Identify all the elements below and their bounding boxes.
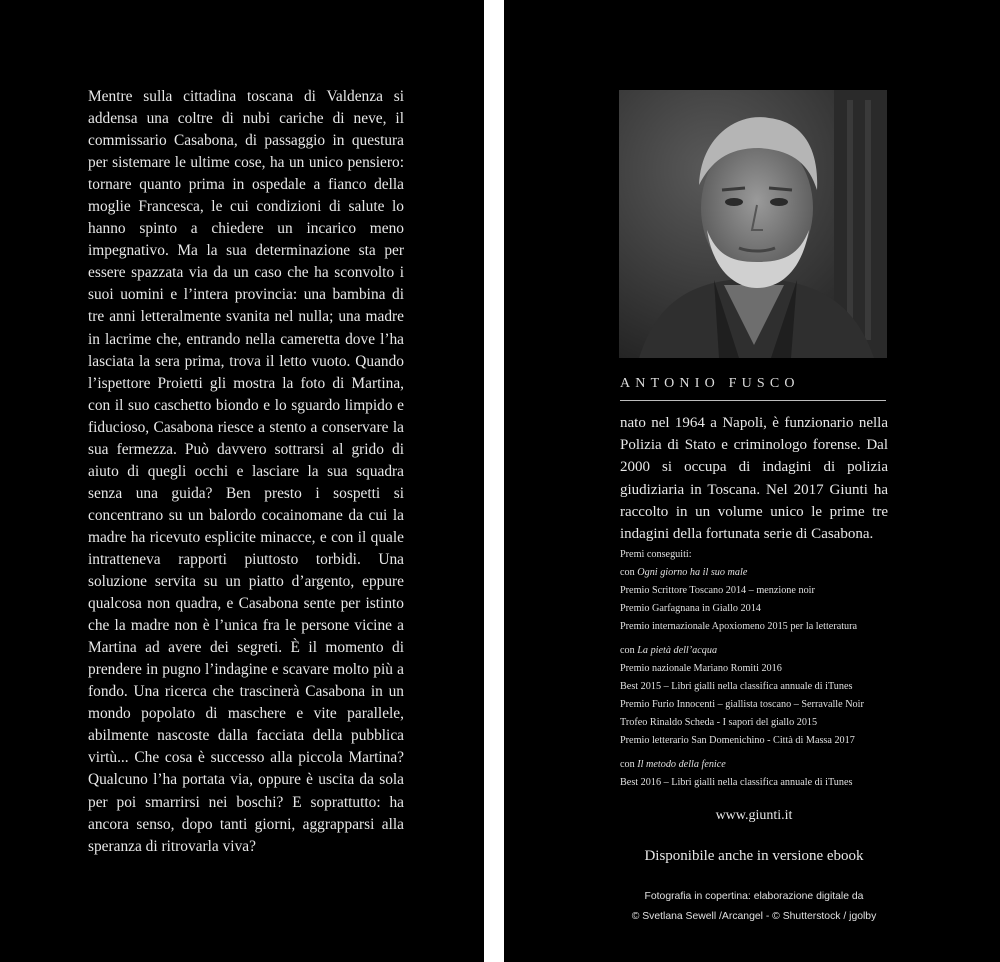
award-item: Premio Scrittore Toscano 2014 – menzione noir bbox=[620, 585, 815, 596]
award-item: Best 2016 – Libri gialli nella classifica annuale di iTunes bbox=[620, 777, 853, 788]
award-item: Best 2015 – Libri gialli nella classifica annuale di iTunes bbox=[620, 681, 853, 692]
synopsis-text bbox=[88, 86, 404, 858]
author-bio bbox=[620, 412, 888, 545]
award-book-line bbox=[620, 756, 900, 774]
publisher-website: www.giunti.it bbox=[715, 808, 793, 823]
spine-gutter bbox=[484, 0, 504, 962]
photo-credit bbox=[594, 887, 914, 927]
book-title: Ogni giorno ha il suo male bbox=[637, 567, 748, 578]
author-name: ANTONIO FUSCO bbox=[620, 376, 800, 391]
award-item: Premio nazionale Mariano Romiti 2016 bbox=[620, 663, 782, 674]
awards-heading: Premi conseguiti: bbox=[620, 549, 692, 560]
award-item: Trofeo Rinaldo Scheda - I sapori del giallo 2015 bbox=[620, 717, 818, 728]
book-title: La pietà dell’acqua bbox=[637, 645, 718, 656]
book-title: Il metodo della fenice bbox=[637, 759, 726, 770]
author-bio-paragraph: nato nel 1964 a Napoli, è funzionario nella Polizia di Stato e criminologo forense. Dal 2000 si occupa di indagini di polizia giudiziaria in Toscana. Nel 2017 Giunti ha raccolto in un volume unico le prime tre indagini della fortunata serie di Casabona. bbox=[620, 415, 888, 543]
award-item: Premio internazionale Apoxiomeno 2015 per la letteratura bbox=[620, 621, 858, 632]
back-cover-panel bbox=[0, 0, 484, 962]
with-label: con bbox=[620, 759, 635, 770]
ebook-note: Disponibile anche in versione ebook bbox=[644, 848, 864, 864]
synopsis-paragraph: Mentre sulla cittadina toscana di Valdenza si addensa una coltre di nubi cariche di neve, il commissario Casabona, di passaggio in questura per sistemare le ultime cose, ha un unico pensiero: tornare quanto prima in ospedale a fianco della moglie Francesca, le cui condizioni di salute lo hanno spinto a chiedere un incarico meno impegnativo. Ma la sua determinazione sta per essere spazzata via da un caso che ha sconvolto i suoi uomini e l’intera provincia: una bambina di tre anni letteralmente svanita nel nulla; una madre in lacrime che, entrando nella cameretta dove l’ha lasciata la sera prima, trova il letto vuoto. Quando l’ispettore Proietti gli mostra la foto di Martina, con il suo caschetto biondo e lo sguardo limpido e fiducioso, Casabona riesce a stento a conservare la sua fermezza. Può davvero sottrarsi al grido di aiuto di quegli occhi e lasciare la sua squadra senza una guida? Ben presto i sospetti si concentrano su un balordo cocainomane da cui la madre ha ricevuto esplicite minacce, e con il quale intratteneva rapporti piuttosto torbidi. Una soluzione servita su un piatto d’argento, eppure qualcosa non quadra, e Casabona sente per istinto che la madre non è l’unica fra le persone vicine a Martina ad avere dei segreti. È il momento di prendere in pugno l’indagine e scavare molto più a fondo. Una ricerca che trascinerà Casabona in un mondo popolato di maschere e vite parallele, abilmente nascoste dalla facciata della pubblica virtù... Che cosa è successo alla piccola Martina? Qualcuno l’ha portata via, oppure è uscita da sola per poi smarrirsi nei boschi? E soprattutto: ha ancora senso, dopo tanti giorni, aggrapparsi alla speranza di ritrovarla viva? bbox=[88, 88, 404, 855]
awards-section bbox=[620, 546, 900, 792]
award-item: Premio Furio Innocenti – giallista toscano – Serravalle Noir bbox=[620, 699, 864, 710]
author-portrait bbox=[619, 90, 887, 358]
divider-line bbox=[620, 400, 886, 401]
with-label: con bbox=[620, 645, 635, 656]
award-book-line bbox=[620, 642, 900, 660]
author-flap-panel bbox=[504, 0, 1000, 962]
award-item: Premio letterario San Domenichino - Città di Massa 2017 bbox=[620, 735, 855, 746]
photo-credit-line: Fotografia in copertina: elaborazione digitale da bbox=[644, 891, 864, 902]
award-book-line bbox=[620, 564, 900, 582]
photo-credit-line: © Svetlana Sewell /Arcangel - © Shutterstock / jgolby bbox=[631, 911, 877, 922]
author-portrait-image bbox=[619, 90, 887, 358]
with-label: con bbox=[620, 567, 635, 578]
award-item: Premio Garfagnana in Giallo 2014 bbox=[620, 603, 761, 614]
